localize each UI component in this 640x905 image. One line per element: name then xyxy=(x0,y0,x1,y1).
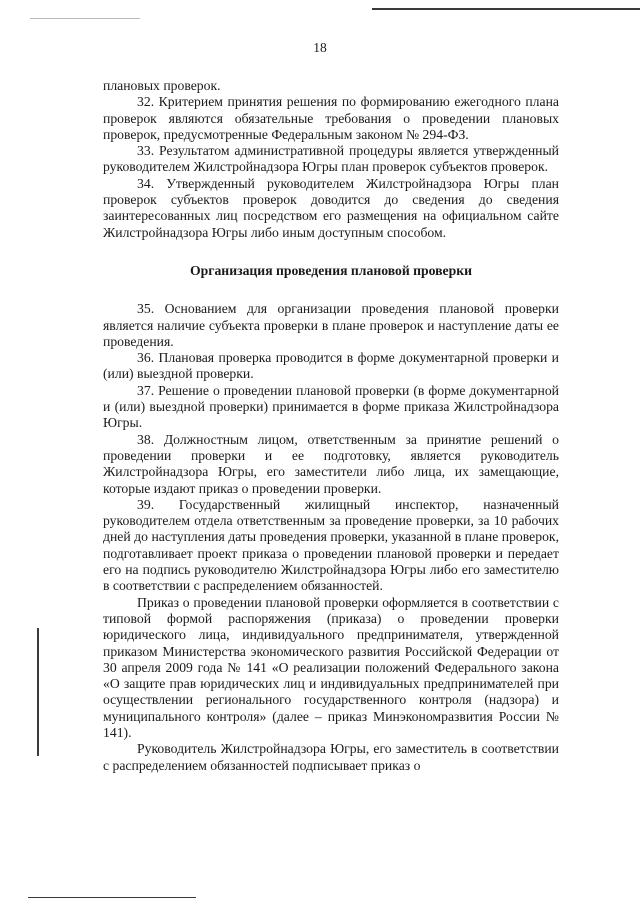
paragraph-34: 34. Утвержденный руководителем Жилстройнадзора Югры план проверок субъектов проверок доводится до сведения до сведения заинтересованных лиц посредством его размещения на официальном сайте Жилстройнадзора Югры либо иным доступным способом. xyxy=(103,175,559,240)
paragraph-38: 38. Должностным лицом, ответственным за принятие решений о проведении проверки и ее подготовку, является руководитель Жилстройнадзора Югры, его заместители либо лица, их замещающие, которые издают приказ о проведении проверки. xyxy=(103,431,559,496)
paragraph-35: 35. Основанием для организации проведения плановой проверки является наличие субъекта проверки в плане проверок и наступление даты ее проведения. xyxy=(103,301,559,349)
paragraph-37: 37. Решение о проведении плановой проверки (в форме документарной и (или) выездной проверки) принимается в форме приказа Жилстройнадзора Югры. xyxy=(103,382,559,431)
paragraph-order-form: Приказ о проведении плановой проверки оформляется в соответствии с типовой формой распоряжения (приказа) о проведении проверки юридического лица, индивидуального предпринимателя, утвержденной приказом Министерства экономического развития Российской Федерации от 30 апреля 2009 года № 141 «О реализации положений Федерального закона «О защите прав юридических лиц и индивидуальных предпринимателей при осуществлении регионального государственного контроля (надзора) и муниципального контроля» (далее – приказ Минэкономразвития России № 141). xyxy=(103,594,559,740)
page-number: 18 xyxy=(313,40,327,55)
paragraph-signing: Руководитель Жилстройнадзора Югры, его заместитель в соответствии с распределением обязанностей подписывает приказ о xyxy=(103,741,559,773)
paragraph-33: 33. Результатом административной процедуры является утвержденный руководителем Жилстройнадзора Югры план проверок субъектов проверок. xyxy=(103,143,559,175)
continuation-text: плановых проверок. xyxy=(103,78,221,93)
document-body xyxy=(103,78,559,774)
scan-edge-top-left xyxy=(30,18,140,19)
scan-edge-top-right xyxy=(372,8,640,10)
paragraph-32: 32. Критерием принятия решения по формированию ежегодного плана проверок являются обязательные требования о проведении плановых проверок, предусмотренные Федеральным законом № 294-ФЗ. xyxy=(103,94,559,142)
scan-edge-bottom-left xyxy=(28,897,196,898)
paragraph-36: 36. Плановая проверка проводится в форме документарной проверки и (или) выездной проверки. xyxy=(103,350,559,382)
section-heading: Организация проведения плановой проверки xyxy=(189,262,473,278)
paragraph-39: 39. Государственный жилищный инспектор, назначенный руководителем отдела ответственным за проведение проверки, за 10 рабочих дней до наступления даты проведения проверки, указанной в плане проверок, подготавливает проект приказа о проведении плановой проверки и передает его на подпись руководителю Жилстройнадзора Югры либо его заместителю в соответствии с распределением обязанностей. xyxy=(103,496,559,594)
scan-edge-left-mark xyxy=(37,628,39,756)
